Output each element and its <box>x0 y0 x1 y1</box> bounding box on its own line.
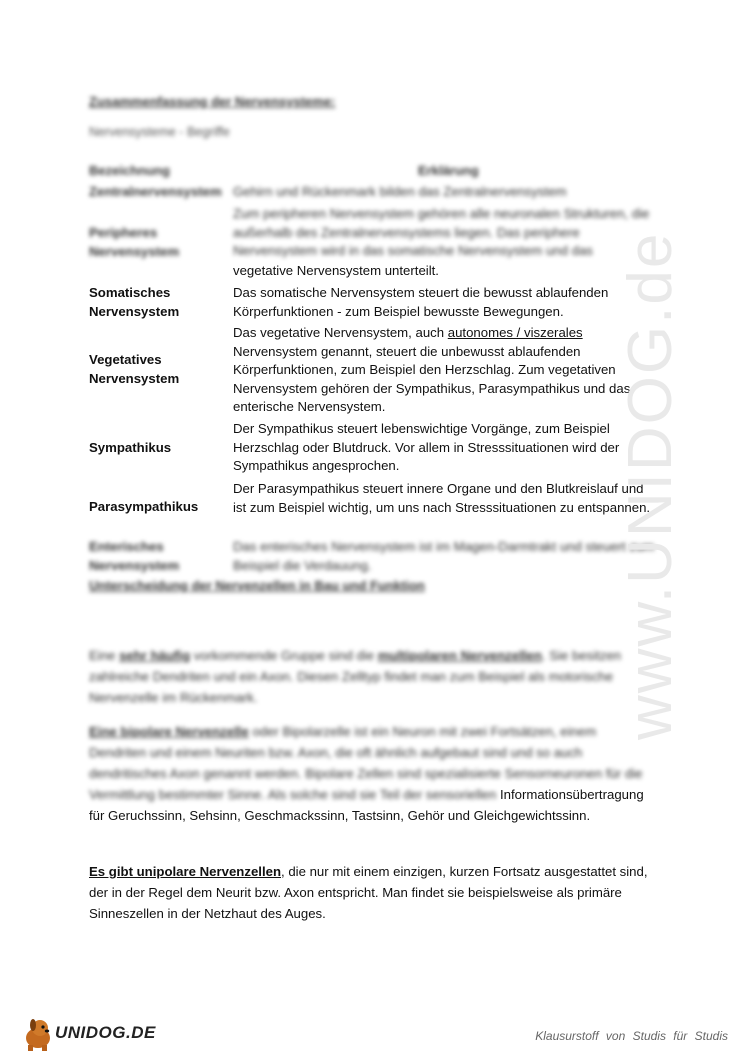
para-emphasis: multipolaren Nervenzellen <box>377 648 542 663</box>
desc-somatisches-nervensystem: Das somatische Nervensystem steuert die bewusst ablaufenden Körperfunktionen - zum Beispiel bewusste Bewegungen. <box>233 285 609 319</box>
desc-vegetatives-nervensystem <box>233 324 658 417</box>
footer-tagline: Klausurstoff von Studis für Studis <box>535 1029 728 1043</box>
para-text: Informationsübertragung für Geruchssinn, Sehsinn, Geschmackssinn, Tastsinn, Gehör und Gleichgewichtssinn. <box>89 787 644 823</box>
desc-peripheres-nervensystem: Zum peripheren Nervensystem gehören alle neuronalen Strukturen, die außerhalb des Zentralnervensystems liegen. Das periphere Nervensystem wird in das somatische Nervensystem und das <box>233 206 650 258</box>
paragraph-multipolar <box>89 645 654 708</box>
para-text: oder Bipolarzelle ist ein Neuron mit zwei Fortsätzen, einem Dendriten und einem Neuriten bzw. Axon, die oft ähnlich aufgebaut sind und so auch dendritisches Axon genannt werden. Bipolare Zellen sind spezialisierte Sensorneuronen für die Vermittlung bestimmter Sinne. Als solche sind sie Teil der sensoriellen <box>89 724 643 802</box>
paragraph-bipolar <box>89 721 654 826</box>
section-title-nervenzellen: Unterscheidung der Nervenzellen in Bau und Funktion <box>89 578 425 593</box>
para-text: , die nur mit einem einzigen, kurzen Fortsatz ausgestattet sind, der in der Regel dem Neurit bzw. Axon entspricht. Man findet sie beispielsweise als primäre Sinneszellen in der Netzhaut des Auges. <box>89 864 648 921</box>
desc-parasympathikus: Der Parasympathikus steuert innere Organe und den Blutkreislauf und ist zum Beispiel wichtig, um uns nach Stresssituationen zu entspannen. <box>233 481 651 515</box>
term-somatisches-nervensystem: Somatisches Nervensystem <box>89 285 180 319</box>
term-vegetatives-nervensystem: Vegetatives Nervensystem <box>89 352 180 386</box>
desc-zentralnervensystem: Gehirn und Rückenmark bilden das Zentralnervensystem <box>233 184 567 199</box>
para-text: Eine <box>89 648 120 663</box>
para-text: vorkommende Gruppe sind die <box>190 648 378 663</box>
term-parasympathikus: Parasympathikus <box>89 499 199 514</box>
desc-text: Nervensystem genannt, steuert die unbewusst ablaufenden Körperfunktionen, zum Beispiel den Herzschlag. Zum vegetativen Nervensystem gehören der Sympathikus, Parasympathikus und das enterische Nervensystem. <box>233 343 631 414</box>
para-emphasis: Eine bipolare Nervenzelle <box>89 724 249 739</box>
term-zentralnervensystem: Zentralnervensystem <box>89 184 222 199</box>
term-peripheres-nervensystem: Peripheres Nervensystem <box>89 225 180 259</box>
desc-text: Das vegetative Nervensystem, auch <box>233 325 448 340</box>
paragraph-unipolar <box>89 861 654 924</box>
desc-peripheres-nervensystem-tail: vegetative Nervensystem unterteilt. <box>233 263 439 278</box>
logo-text: UNIDOG.DE <box>55 1023 156 1042</box>
watermark-text: www.UNIDOG.de <box>616 231 685 740</box>
watermark <box>615 231 750 740</box>
para-emphasis: sehr häufig <box>119 648 191 663</box>
desc-underlined-term: autonomes / viszerales <box>447 325 583 340</box>
desc-sympathikus: Der Sympathikus steuert lebenswichtige Vorgänge, zum Beispiel Herzschlag oder Blutdruck. Vor allem in Stresssituationen wird der Sympathikus angesprochen. <box>233 421 620 473</box>
document-title: Zusammenfassung der Nervensysteme: <box>89 94 336 109</box>
para-emphasis: Es gibt unipolare Nervenzellen <box>89 864 281 879</box>
para-text: . Sie besitzen zahlreiche Dendriten und ein Axon. Diesen Zelltyp findet man zum Beispiel als motorische Nervenzelle im Rückenmark. <box>89 648 622 705</box>
column-header-description: Erklärung <box>418 163 479 178</box>
desc-enterisches-nervensystem: Das enterisches Nervensystem ist im Magen-Darmtrakt und steuert zum Beispiel die Verdauung. <box>233 539 655 573</box>
term-sympathikus: Sympathikus <box>89 440 172 455</box>
column-header-term: Bezeichnung <box>89 163 170 178</box>
term-enterisches-nervensystem: Enterisches Nervensystem <box>89 539 180 573</box>
document-subtitle: Nervensysteme - Begriffe <box>89 125 230 139</box>
